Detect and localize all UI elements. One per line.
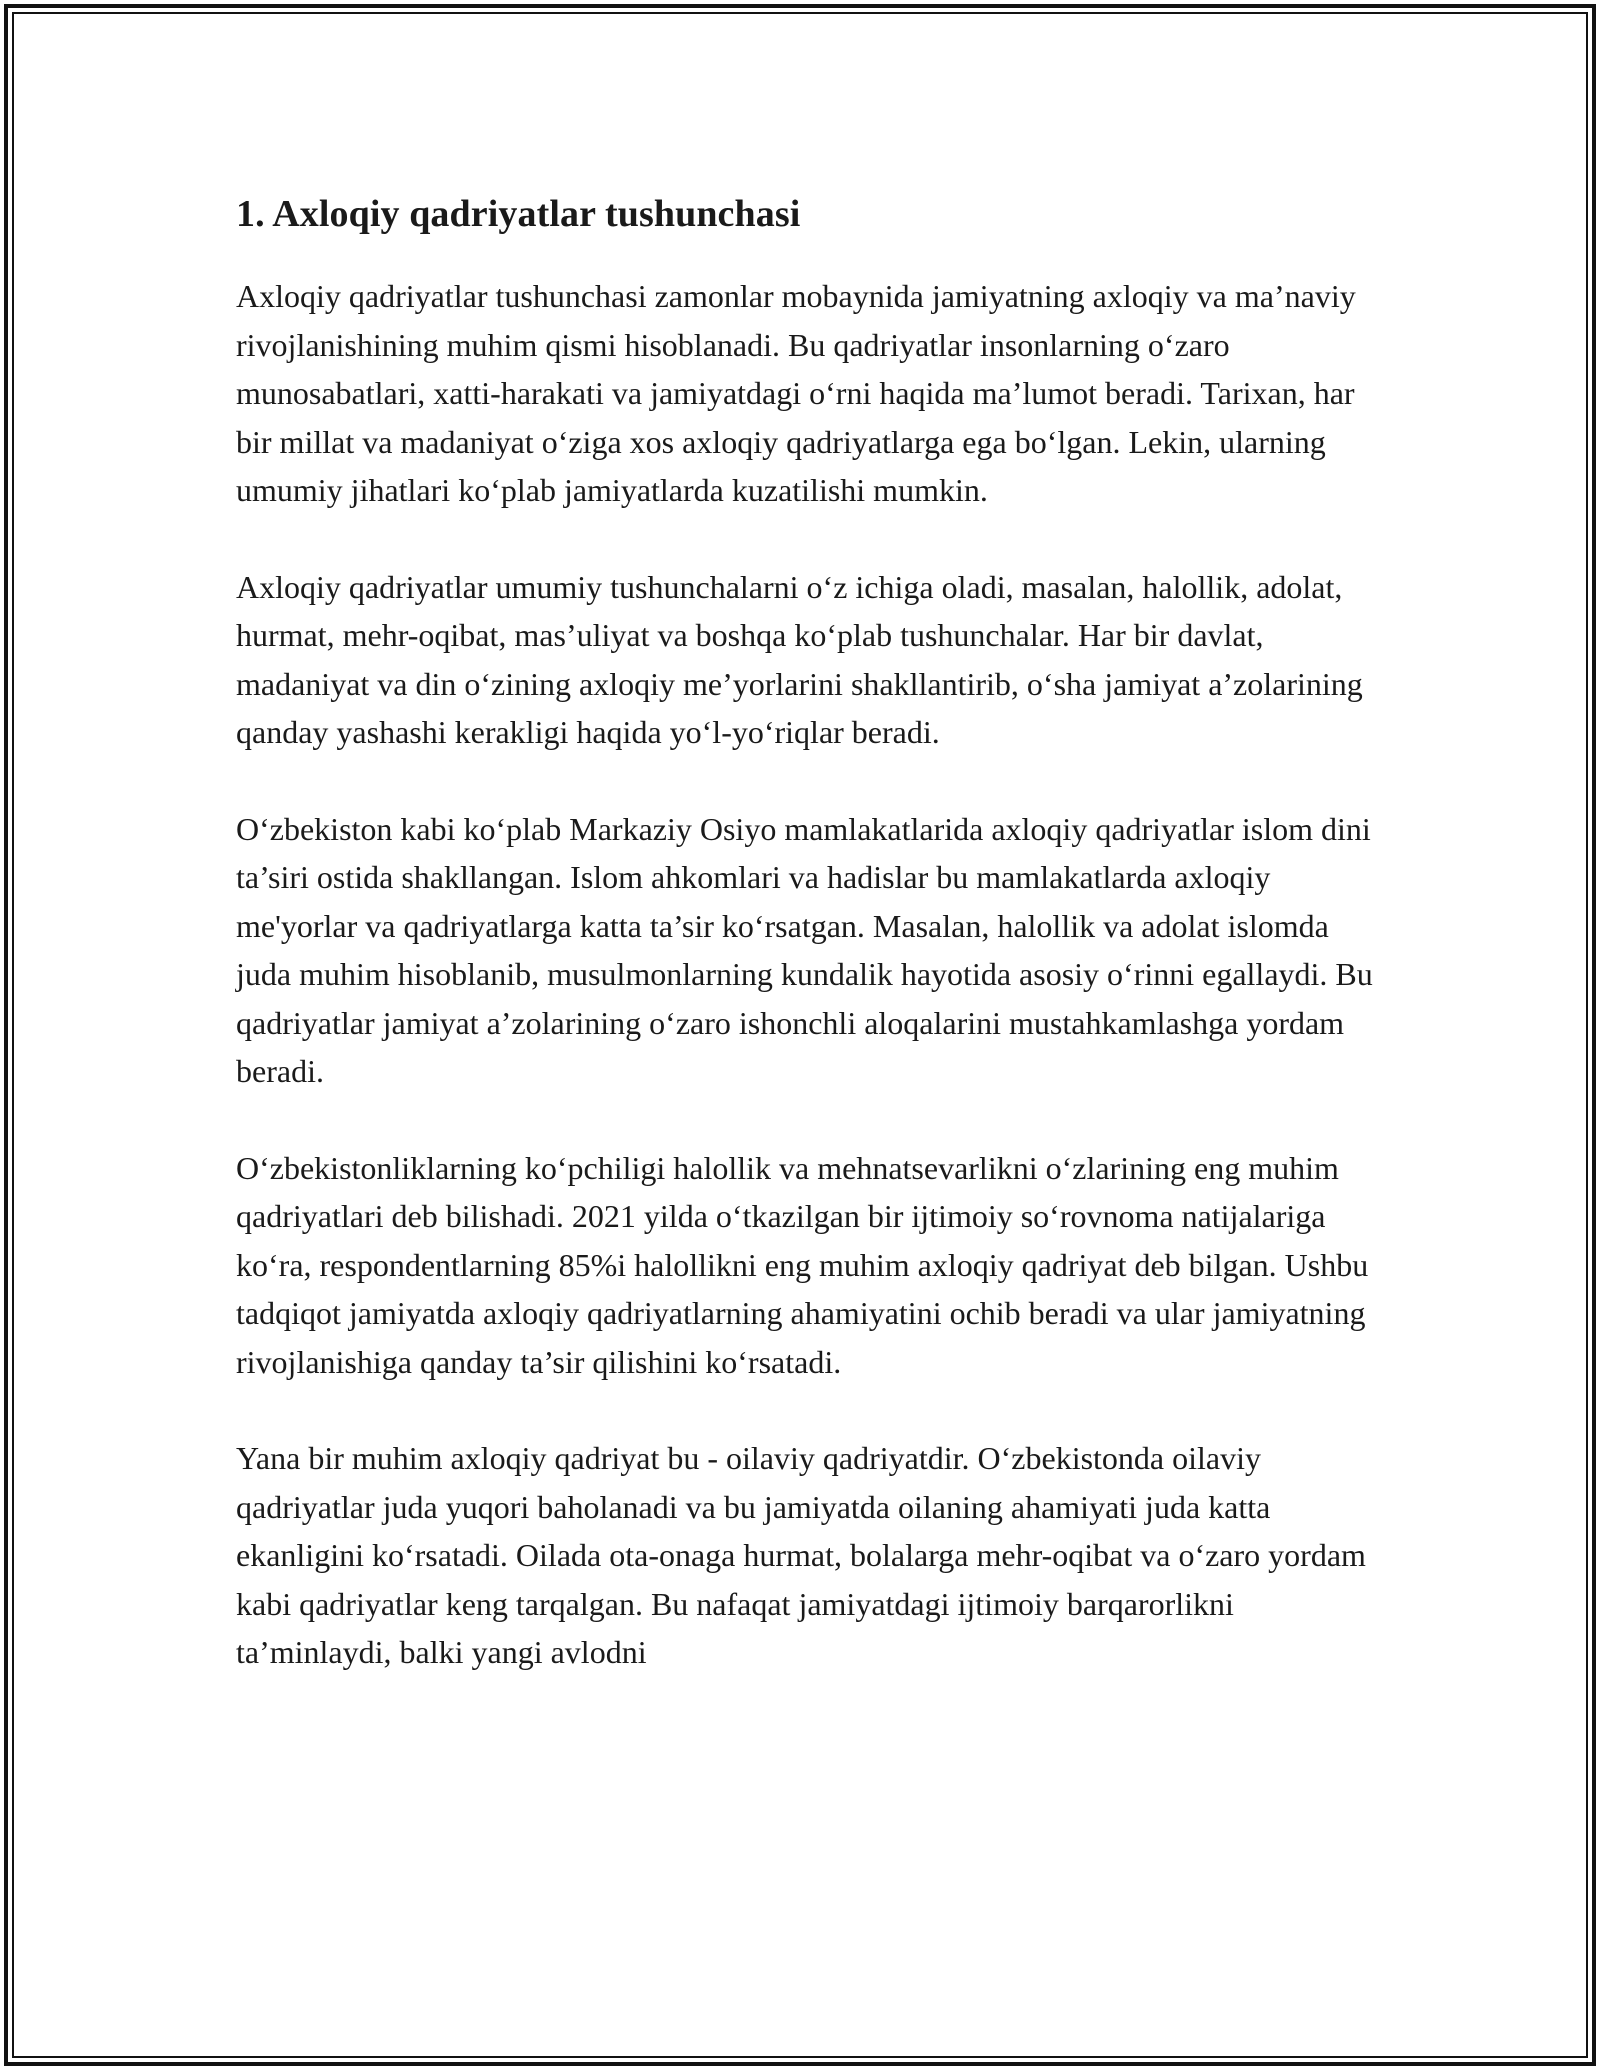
paragraph-5: Yana bir muhim axloqiy qadriyat bu - oilaviy qadriyatdir. O‘zbekistonda oilaviy qadriyatlar juda yuqori baholanadi va bu jamiyatda oilaning ahamiyati juda katta ekanligini ko‘rsatadi. Oilada ota-onaga hurmat, bolalarga mehr-oqibat va o‘zaro yordam kabi qadriyatlar keng tarqalgan. Bu nafaqat jamiyatdagi ijtimoiy barqarorlikni ta’minlaydi, balki yangi avlodni <box>236 1440 1366 1670</box>
section-heading: 1. Axloqiy qadriyatlar tushunchasi <box>236 193 801 235</box>
paragraph-1: Axloqiy qadriyatlar tushunchasi zamonlar mobaynida jamiyatning axloqiy va ma’naviy rivojlanishining muhim qismi hisoblanadi. Bu qadriyatlar insonlarning o‘zaro munosabatlari, xatti-harakati va jamiyatdagi o‘rni haqida ma’lumot beradi. Tarixan, har bir millat va madaniyat o‘ziga xos axloqiy qadriyatlarga ega bo‘lgan. Lekin, ularning umumiy jihatlari ko‘plab jamiyatlarda kuzatilishi mumkin. <box>236 278 1356 508</box>
document-body <box>236 186 1376 1725</box>
paragraph-2: Axloqiy qadriyatlar umumiy tushunchalarni o‘z ichiga oladi, masalan, halollik, adolat, hurmat, mehr-oqibat, mas’uliyat va boshqa ko‘plab tushunchalar. Har bir davlat, madaniyat va din o‘zining axloqiy me’yorlarini shakllantirib, o‘sha jamiyat a’zolarining qanday yashashi kerakligi haqida yo‘l-yo‘riqlar beradi. <box>236 568 1363 750</box>
paragraph-4: O‘zbekistonliklarning ko‘pchiligi halollik va mehnatsevarlikni o‘zlarining eng muhim qadriyatlari deb bilishadi. 2021 yilda o‘tkazilgan bir ijtimoiy so‘rovnoma natijalariga ko‘ra, respondentlarning 85%i halollikni eng muhim axloqiy qadriyat deb bilgan. Ushbu tadqiqot jamiyatda axloqiy qadriyatlarning ahamiyatini ochib beradi va ular jamiyatning rivojlanishiga qanday ta’sir qilishini ko‘rsatadi. <box>236 1149 1369 1380</box>
paragraph-3: O‘zbekiston kabi ko‘plab Markaziy Osiyo mamlakatlarida axloqiy qadriyatlar islom dini ta’siri ostida shakllangan. Islom ahkomlari va hadislar bu mamlakatlarda axloqiy me'yorlar va qadriyatlarga katta ta’sir ko‘rsatgan. Masalan, halollik va adolat islomda juda muhim hisoblanib, musulmonlarning kundalik hayotida asosiy o‘rinni egallaydi. Bu qadriyatlar jamiyat a’zolarining o‘zaro ishonchli aloqalarini mustahkamlashga yordam beradi. <box>236 810 1373 1089</box>
